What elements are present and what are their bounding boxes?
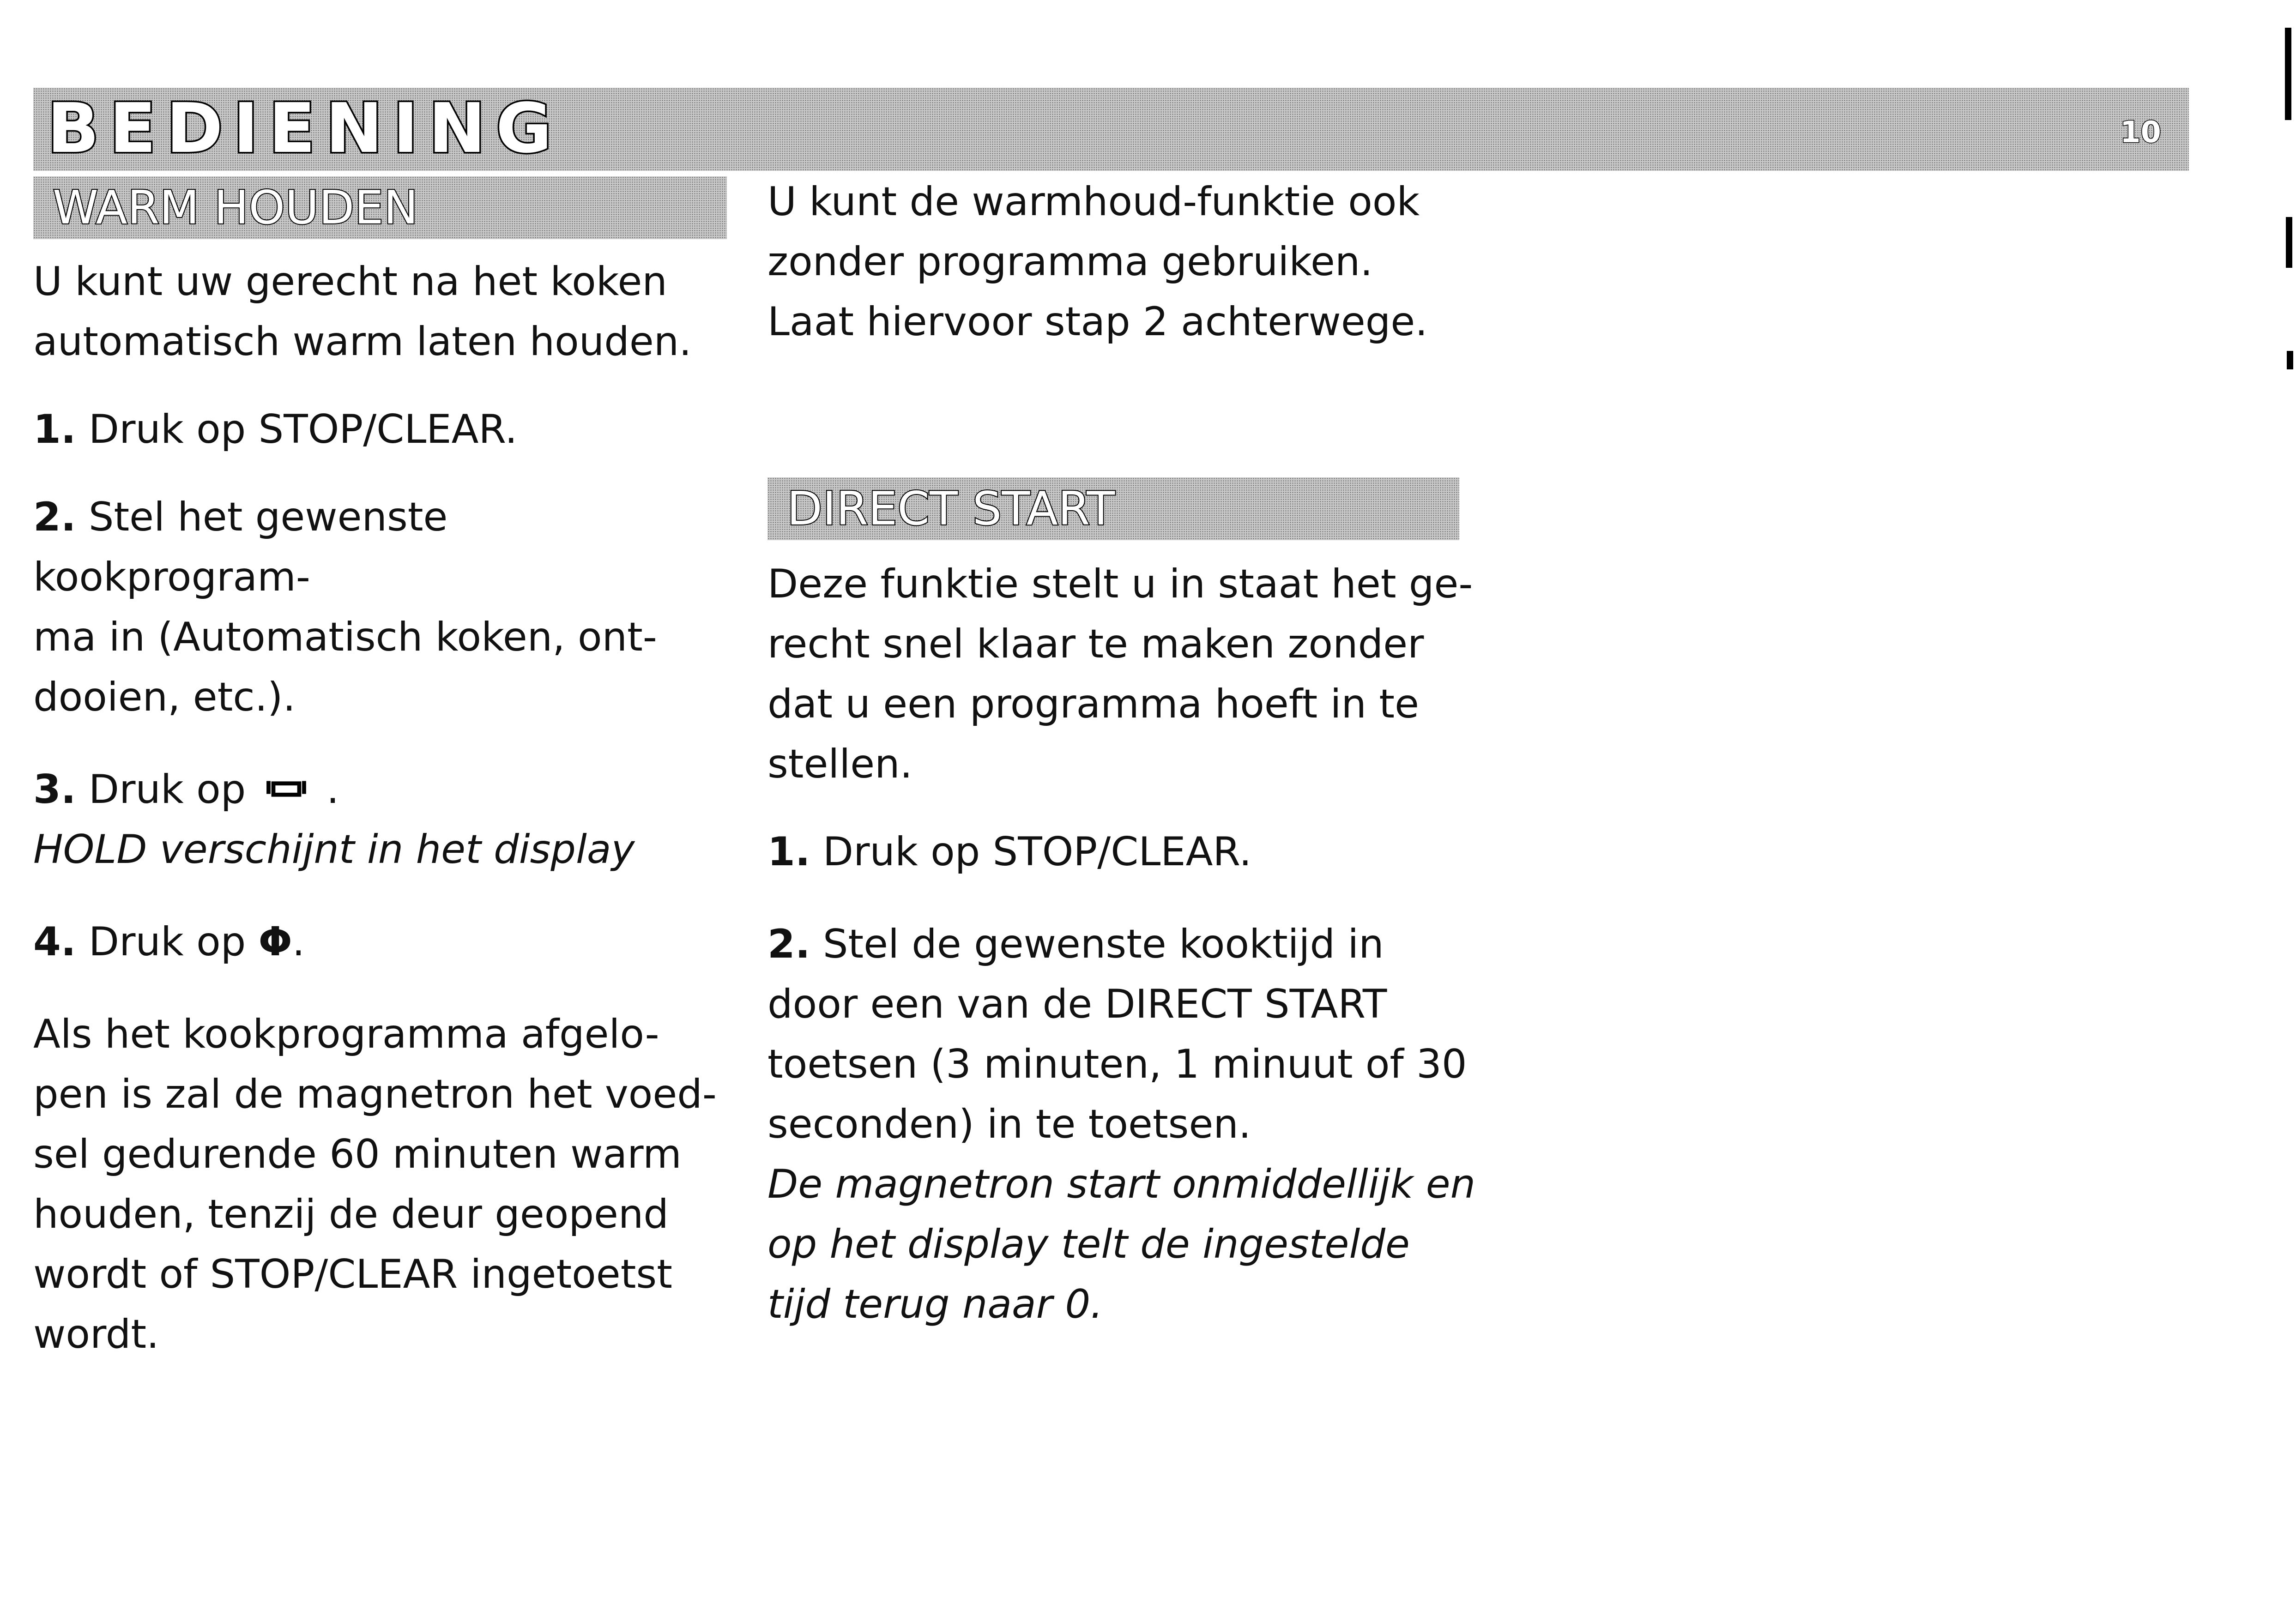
warm-houden-step-2 (33, 487, 726, 607)
step-text: dooien, etc.). (33, 674, 296, 720)
keep-warm-key-icon (259, 776, 314, 808)
step-text: Druk op STOP/CLEAR. (76, 406, 518, 452)
step-text: ma in (Automatisch koken, ont- (33, 614, 657, 660)
note-line: Laat hiervoor stap 2 achterwege. (767, 299, 1428, 345)
step-number: 3. (33, 766, 76, 813)
warm-houden-step-1 (33, 399, 726, 459)
warm-houden-heading: WARM HOUDEN (53, 181, 418, 235)
warm-houden-end-line: sel gedurende 60 minuten warm (33, 1131, 682, 1177)
note-line: U kunt de warmhoud-funktie ook (767, 179, 1420, 225)
warm-houden-end-line: Als het kookprogramma afgelo- (33, 1011, 659, 1057)
warm-houden-heading-box (33, 176, 727, 239)
warm-houden-step-3 (33, 760, 726, 820)
step-number: 1. (33, 406, 76, 452)
step-number: 4. (33, 919, 76, 965)
page-number: 10 (2120, 115, 2161, 150)
scan-edge-mark (2285, 28, 2291, 120)
direct-start-column (767, 554, 1516, 1334)
step-number: 2. (33, 494, 76, 540)
step-text: Druk op (76, 766, 259, 813)
warm-houden-step-3-note: HOLD verschijnt in het display (33, 826, 635, 873)
scan-edge-mark (2287, 351, 2293, 369)
step-number: 2. (767, 921, 810, 967)
warm-houden-note (767, 172, 1506, 352)
step-text: Stel de gewenste kooktijd in (810, 921, 1384, 967)
direct-start-step-2 (767, 914, 1516, 974)
direct-start-intro-line: Deze funktie stelt u in staat het ge- (767, 561, 1473, 607)
direct-start-heading: DIRECT START (787, 482, 1115, 536)
step-text: door een van de DIRECT START (767, 981, 1387, 1027)
note-line: zonder programma gebruiken. (767, 239, 1373, 285)
warm-houden-intro-line: U kunt uw gerecht na het koken (33, 259, 667, 305)
step-text: . (292, 919, 305, 965)
warm-houden-end-line: wordt. (33, 1311, 159, 1357)
warm-houden-end-line: houden, tenzij de deur geopend (33, 1191, 669, 1237)
warm-houden-end-line: pen is zal de magnetron het voed- (33, 1071, 717, 1117)
warm-houden-end-line: wordt of STOP/CLEAR ingetoetst (33, 1251, 672, 1297)
scan-edge-mark (2286, 217, 2292, 268)
direct-start-step-1 (767, 822, 1516, 882)
direct-start-result-line: tijd terug naar 0. (767, 1281, 1103, 1327)
step-text: seconden) in te toetsen. (767, 1101, 1251, 1147)
direct-start-intro-line: recht snel klaar te maken zonder (767, 621, 1424, 667)
direct-start-result-line: op het display telt de ingestelde (767, 1221, 1410, 1267)
direct-start-intro-line: stellen. (767, 741, 912, 787)
step-text: Stel het gewenste kookprogram- (33, 494, 448, 600)
page-title: BEDIENING (47, 89, 562, 168)
start-symbol-icon: Φ (258, 919, 292, 965)
header-bar (33, 88, 2189, 171)
warm-houden-intro-line: automatisch warm laten houden. (33, 319, 692, 365)
direct-start-result-line: De magnetron start onmiddellijk en (767, 1161, 1476, 1207)
step-text: . (314, 766, 339, 813)
step-text: Druk op STOP/CLEAR. (810, 829, 1252, 875)
warm-houden-step-4 (33, 912, 726, 972)
direct-start-heading-box (767, 477, 1459, 540)
step-number: 1. (767, 829, 810, 875)
step-text: toetsen (3 minuten, 1 minuut of 30 (767, 1041, 1467, 1087)
step-text: Druk op (76, 919, 259, 965)
direct-start-intro-line: dat u een programma hoeft in te (767, 681, 1419, 727)
warm-houden-column (33, 252, 726, 1364)
